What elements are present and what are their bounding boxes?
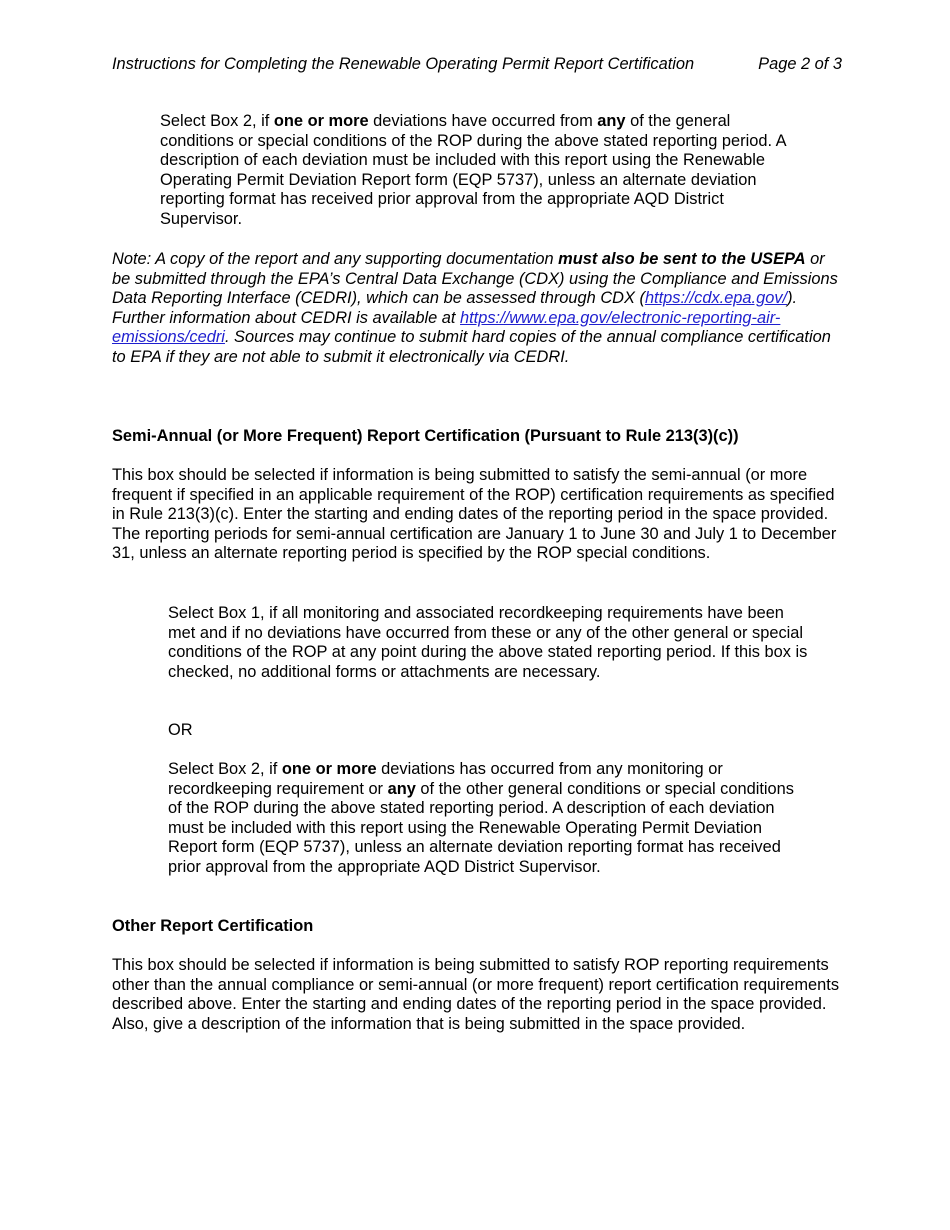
semiannual-body: This box should be selected if information is being submitted to satisfy the semi-annual (or more frequent if specified in an applicable requirement of the ROP) certification requirements as specified in Rule 213(3)(c). Enter the starting and ending dates of the reporting period in the space provided. The reporting periods for semi-annual certification are January 1 to June 30 and July 1 to December 31, unless an alternate reporting period is specified by the ROP special conditions. [112, 466, 837, 563]
other-body: This box should be selected if information is being submitted to satisfy ROP reporting requirements other than the annual compliance or semi-annual (or more frequent) report certification requirements described above. Enter the starting and ending dates of the reporting period in the space provided. Also, give a description of the information that is being submitted in the space provided. [112, 956, 840, 1033]
other-heading: Other Report Certification [112, 917, 314, 935]
annual-box2-paragraph: Select Box 2, if one or more deviations have occurred from any of the general conditions or special conditions of the ROP during the above stated reporting period. A description of each deviation must be included with this report using the Renewable Operating Permit Deviation Report form (EQP 5737), unless an alternate deviation reporting format has received prior approval from the appropriate AQD District Supervisor. [160, 112, 786, 228]
page-header [112, 54, 842, 74]
or-separator: OR [168, 721, 193, 739]
header-title: Instructions for Completing the Renewable Operating Permit Report Certification [112, 55, 695, 73]
cdx-link[interactable]: https://cdx.epa.gov/ [644, 289, 788, 308]
semiannual-box2-paragraph: Select Box 2, if one or more deviations has occurred from any monitoring or recordkeeping requirement or any of the other general conditions or special conditions of the ROP during the above stated reporting period. A description of each deviation must be included with this report using the Renewable Operating Permit Deviation Report form (EQP 5737), unless an alternate deviation reporting format has received prior approval from the appropriate AQD District Supervisor. [168, 760, 794, 876]
semiannual-heading: Semi-Annual (or More Frequent) Report Certification (Pursuant to Rule 213(3)(c)) [112, 427, 739, 445]
page-number: Page 2 of 3 [758, 55, 842, 73]
semiannual-box1-paragraph: Select Box 1, if all monitoring and associated recordkeeping requirements have been met and if no deviations have occurred from these or any of the other general or special conditions of the ROP at any point during the above stated reporting period. If this box is checked, no additional forms or attachments are necessary. [168, 604, 808, 681]
document-page [112, 54, 842, 1033]
cedri-link[interactable]: https://www.epa.gov/electronic-reporting-air-emissions/cedri [112, 308, 781, 347]
cedri-note: Note: A copy of the report and any supporting documentation must also be sent to the USEPA or be submitted through the EPA’s Central Data Exchange (CDX) using the Compliance and Emissions Data Reporting Interface (CEDRI), which can be assessed through CDX (https://cdx.epa.gov/). Further information about CEDRI is available at https://www.epa.gov/electronic-reporting-air-emissions/cedri. Sources may continue to submit hard copies of the annual compliance certification to EPA if they are not able to submit it electronically via CEDRI. [112, 250, 838, 366]
